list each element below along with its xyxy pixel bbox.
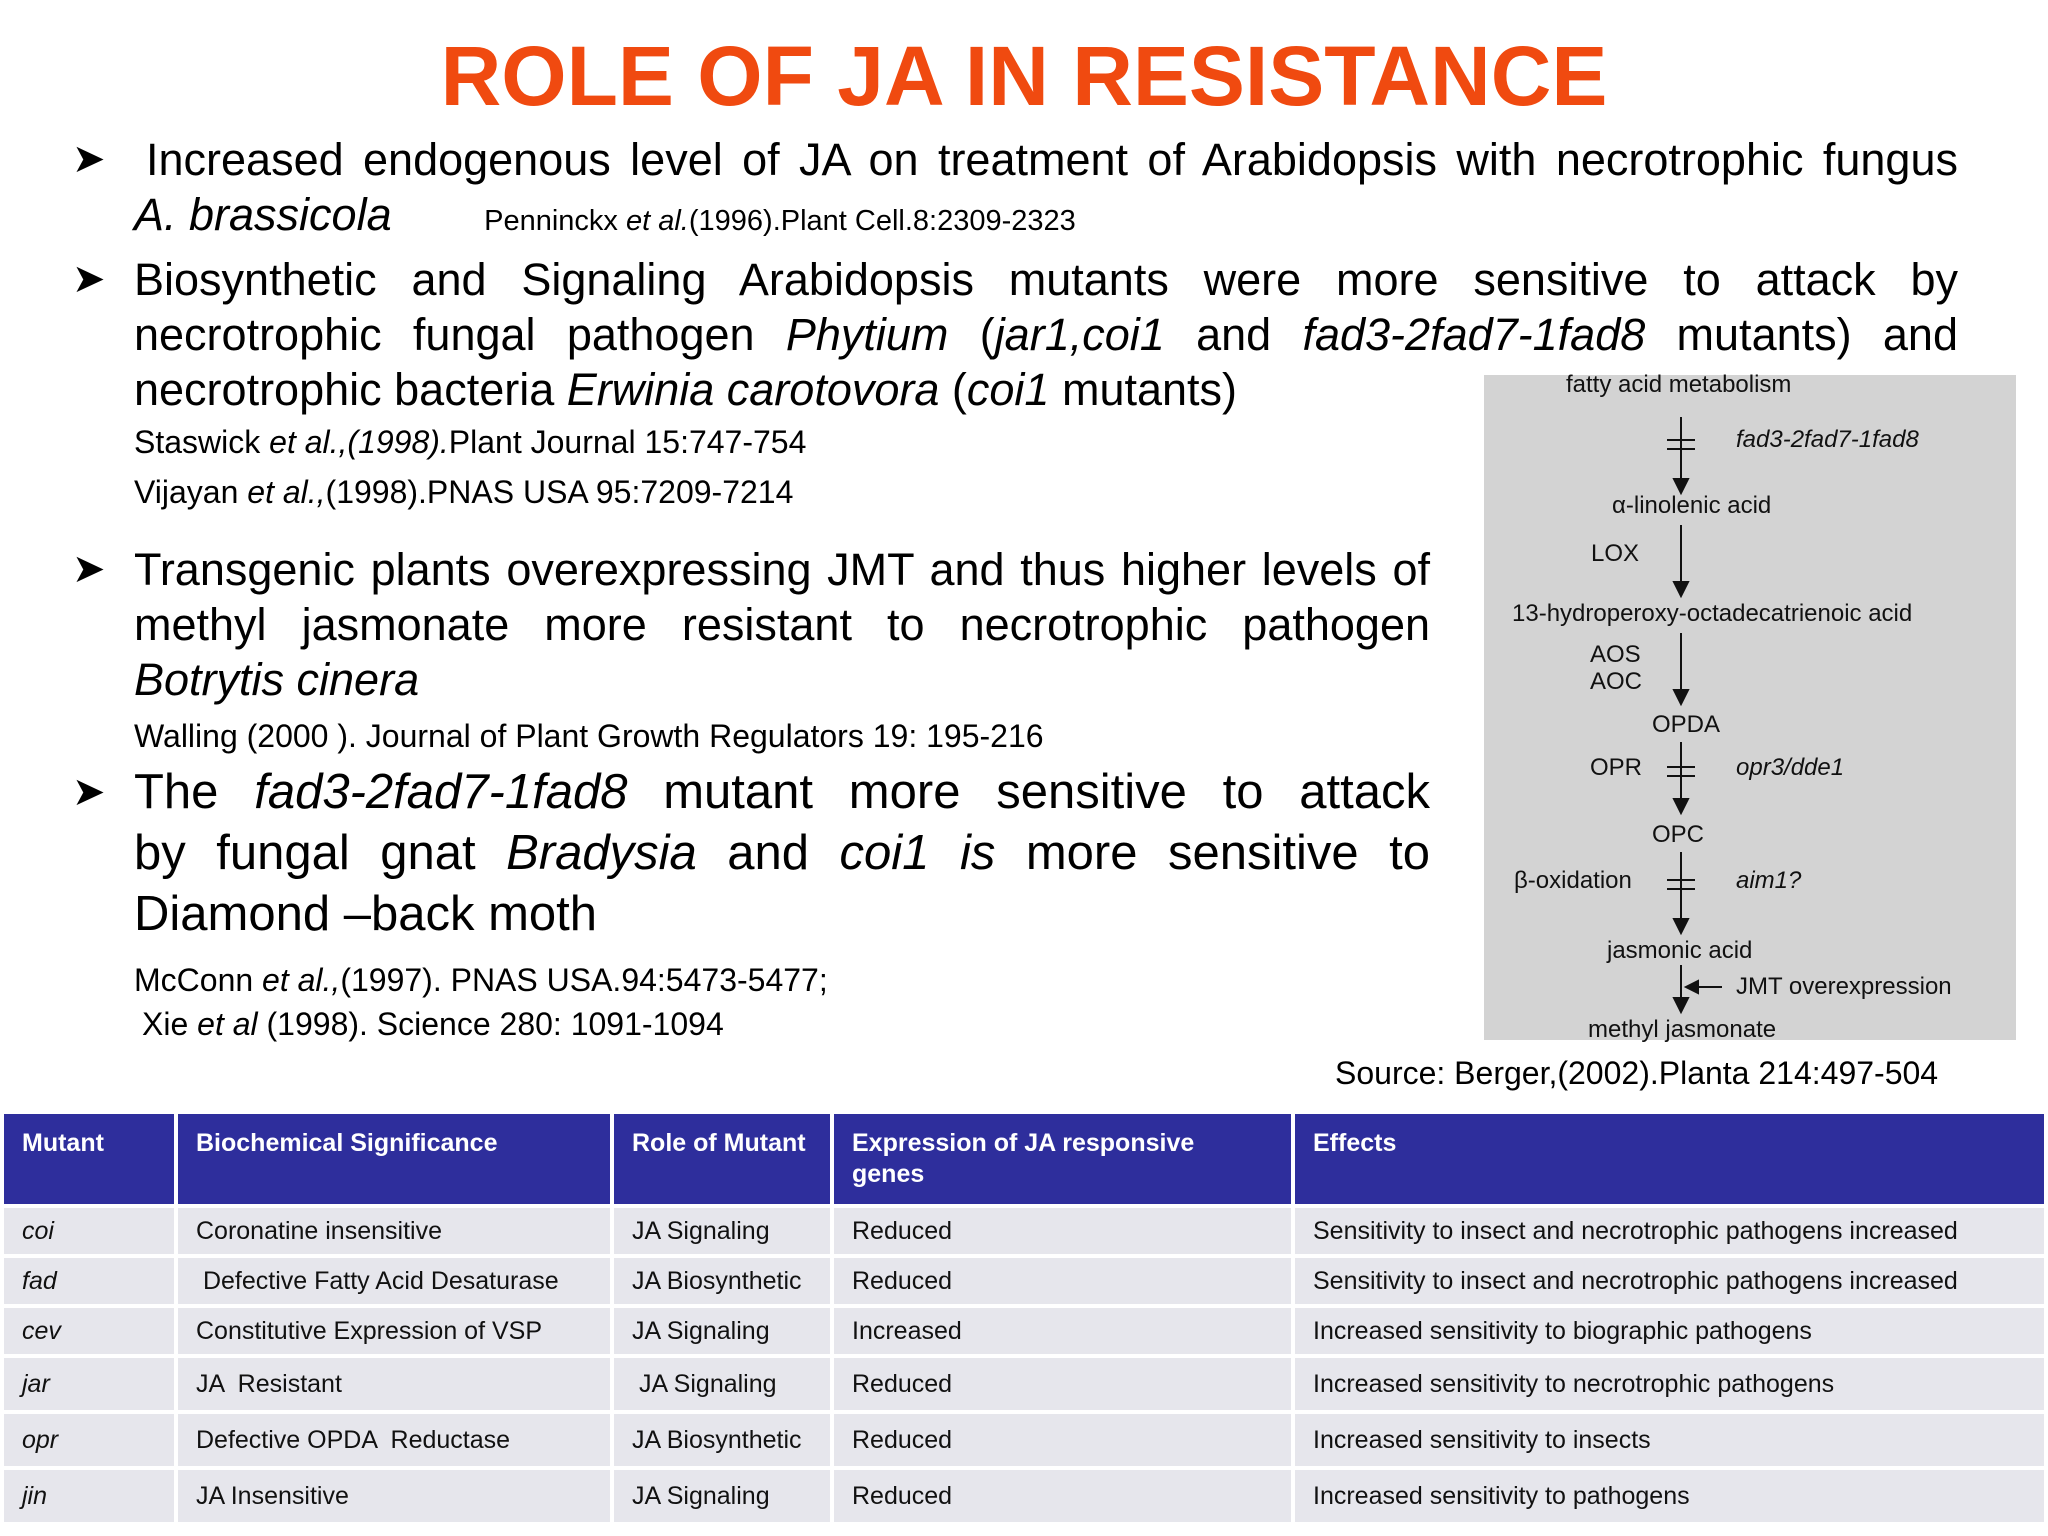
node-linolenic-acid: α-linolenic acid bbox=[1612, 492, 1772, 519]
bullet-4-line-2: by fungal gnat Bradysia and coi1 is more sensitive to bbox=[134, 826, 1430, 880]
bullet-1-line-1: Increased endogenous level of JA on treatment of Arabidopsis with necrotrophic fungus bbox=[146, 134, 1958, 185]
cell-role: JA Signaling bbox=[614, 1470, 830, 1522]
figure-source: Source: Berger,(2002).Planta 214:497-504 bbox=[1335, 1055, 1939, 1091]
cell-expression: Reduced bbox=[834, 1208, 1291, 1254]
bullet-1-reference: Penninckx et al.(1996).Plant Cell.8:2309-2323 bbox=[484, 205, 1076, 237]
mutant-aim-label: aim1? bbox=[1736, 867, 1802, 894]
node-methyl-jasmonate: methyl jasmonate bbox=[1588, 1016, 1777, 1043]
cell-effects: Increased sensitivity to insects bbox=[1295, 1414, 2044, 1466]
bullet-4-line-3: Diamond –back moth bbox=[134, 887, 598, 941]
bullet-2-line-2: necrotrophic fungal pathogen Phytium (jar1,coi1 and fad3-2fad7-1fad8 mutants) and bbox=[134, 309, 1958, 360]
enzyme-aos: AOS bbox=[1590, 641, 1641, 668]
mutant-table bbox=[0, 1110, 2048, 1526]
cell-expression: Reduced bbox=[834, 1258, 1291, 1304]
reference-staswick: Staswick et al.,(1998).Plant Journal 15:747-754 bbox=[134, 424, 807, 460]
node-jasmonic-acid: jasmonic acid bbox=[1607, 937, 1753, 964]
bullet-2-line-1: Biosynthetic and Signaling Arabidopsis mutants were more sensitive to attack by bbox=[134, 254, 1958, 305]
arrow-bullet-icon: ➤ bbox=[72, 547, 106, 591]
cell-significance: JA Insensitive bbox=[178, 1470, 610, 1522]
cell-significance: Defective Fatty Acid Desaturase bbox=[178, 1258, 610, 1304]
cell-mutant: fad bbox=[4, 1258, 174, 1304]
arrow-bullet-icon: ➤ bbox=[72, 770, 106, 814]
step-beta-oxidation: β-oxidation bbox=[1514, 867, 1632, 894]
bullet-3 bbox=[72, 542, 1430, 707]
cell-mutant: jin bbox=[4, 1470, 174, 1522]
header-mutant: Mutant bbox=[4, 1114, 174, 1204]
cell-effects: Sensitivity to insect and necrotrophic pathogens increased bbox=[1295, 1258, 2044, 1304]
jmt-overexpression-label: JMT overexpression bbox=[1736, 973, 1952, 1000]
table-row bbox=[4, 1208, 2044, 1254]
organism-name: A. brassicola bbox=[134, 189, 392, 240]
cell-expression: Reduced bbox=[834, 1358, 1291, 1410]
bullet-3-line-1: Transgenic plants overexpressing JMT and thus higher levels of bbox=[134, 544, 1430, 595]
cell-role: JA Signaling bbox=[614, 1208, 830, 1254]
bullet-4 bbox=[72, 762, 1430, 945]
slide-title: ROLE OF JA IN RESISTANCE bbox=[440, 29, 1608, 123]
cell-mutant: coi bbox=[4, 1208, 174, 1254]
arrow-bullet-icon: ➤ bbox=[72, 257, 106, 301]
bullet-4-line-1: The fad3-2fad7-1fad8 mutant more sensitive to attack bbox=[134, 765, 1430, 819]
cell-effects: Increased sensitivity to pathogens bbox=[1295, 1470, 2044, 1522]
cell-mutant: opr bbox=[4, 1414, 174, 1466]
table-row bbox=[4, 1414, 2044, 1466]
reference-xie: Xie et al (1998). Science 280: 1091-1094 bbox=[142, 1006, 724, 1042]
bullet-3-line-2: methyl jasmonate more resistant to necrotrophic pathogen bbox=[134, 599, 1430, 650]
header-expression: Expression of JA responsive genes bbox=[834, 1114, 1291, 1204]
bullet-1 bbox=[72, 132, 1958, 249]
cell-mutant: jar bbox=[4, 1358, 174, 1410]
enzyme-aoc: AOC bbox=[1590, 668, 1643, 695]
node-hydroperoxy-acid: 13-hydroperoxy-octadecatrienoic acid bbox=[1512, 600, 1913, 627]
cell-significance: Defective OPDA Reductase bbox=[178, 1414, 610, 1466]
cell-mutant: cev bbox=[4, 1308, 174, 1354]
reference-walling: Walling (2000 ). Journal of Plant Growth Regulators 19: 195-216 bbox=[134, 718, 1044, 754]
table-header-row bbox=[4, 1114, 2044, 1204]
table-row bbox=[4, 1258, 2044, 1304]
cell-significance: Constitutive Expression of VSP bbox=[178, 1308, 610, 1354]
cell-effects: Sensitivity to insect and necrotrophic pathogens increased bbox=[1295, 1208, 2044, 1254]
table-row bbox=[4, 1308, 2044, 1354]
node-opc: OPC bbox=[1652, 821, 1705, 848]
table-row bbox=[4, 1470, 2044, 1522]
cell-expression: Increased bbox=[834, 1308, 1291, 1354]
cell-role: JA Biosynthetic bbox=[614, 1414, 830, 1466]
cell-significance: JA Resistant bbox=[178, 1358, 610, 1410]
reference-mcconn: McConn et al.,(1997). PNAS USA.94:5473-5477; bbox=[134, 962, 828, 998]
header-effects: Effects bbox=[1295, 1114, 2044, 1204]
cell-expression: Reduced bbox=[834, 1414, 1291, 1466]
mutant-fad-label: fad3-2fad7-1fad8 bbox=[1736, 426, 1919, 453]
cell-expression: Reduced bbox=[834, 1470, 1291, 1522]
cell-role: JA Signaling bbox=[614, 1358, 830, 1410]
mutant-opr-label: opr3/dde1 bbox=[1736, 754, 1845, 781]
reference-vijayan: Vijayan et al.,(1998).PNAS USA 95:7209-7214 bbox=[134, 474, 794, 510]
arrow-bullet-icon: ➤ bbox=[72, 137, 106, 181]
cell-significance: Coronatine insensitive bbox=[178, 1208, 610, 1254]
ja-biosynthesis-pathway bbox=[1484, 371, 2016, 1043]
cell-effects: Increased sensitivity to necrotrophic pathogens bbox=[1295, 1358, 2044, 1410]
bullet-3-line-3: Botrytis cinera bbox=[134, 654, 420, 705]
cell-role: JA Biosynthetic bbox=[614, 1258, 830, 1304]
node-fatty-acid-metabolism: fatty acid metabolism bbox=[1566, 371, 1792, 398]
table-row bbox=[4, 1358, 2044, 1410]
cell-role: JA Signaling bbox=[614, 1308, 830, 1354]
bullet-2-line-3: necrotrophic bacteria Erwinia carotovora (coi1 mutants) bbox=[134, 364, 1238, 415]
header-role-of-mutant: Role of Mutant bbox=[614, 1114, 830, 1204]
enzyme-lox: LOX bbox=[1591, 540, 1640, 567]
header-biochemical-significance: Biochemical Significance bbox=[178, 1114, 610, 1204]
cell-effects: Increased sensitivity to biographic pathogens bbox=[1295, 1308, 2044, 1354]
node-opda: OPDA bbox=[1652, 711, 1721, 738]
enzyme-opr: OPR bbox=[1590, 754, 1643, 781]
